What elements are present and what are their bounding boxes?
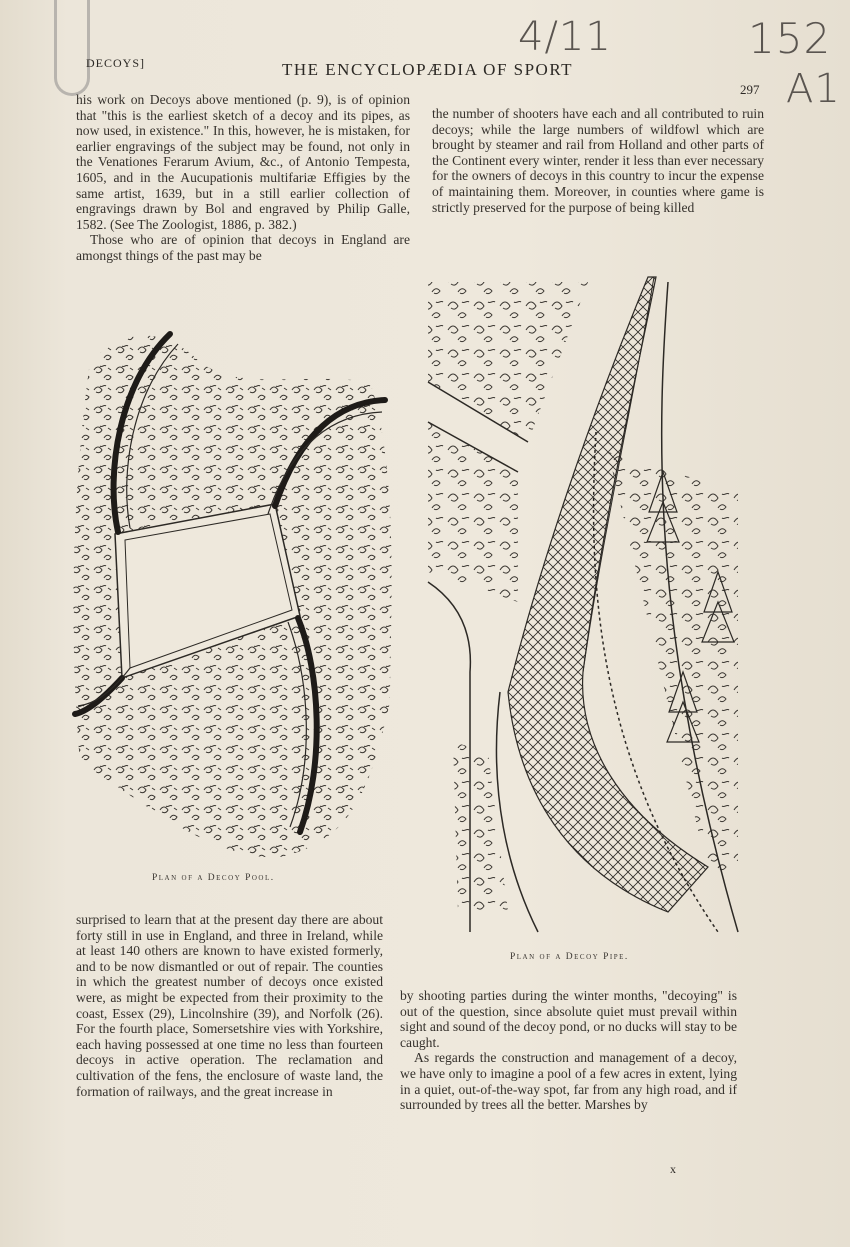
running-head-title: THE ENCYCLOPÆDIA OF SPORT: [282, 60, 574, 79]
signature-mark: x: [670, 1162, 676, 1176]
decoy-pool-illustration: [70, 322, 405, 867]
paragraph: by shooting parties during the winter months, "decoying" is out of the question, since absolute quiet must prevail within sight and sound of the decoy pond, or no ducks will stay to be caught.: [400, 988, 737, 1050]
page-number: 297: [740, 82, 760, 97]
handwritten-mark: A1: [786, 66, 841, 112]
paragraph: the number of shooters have each and all contributed to ruin decoys; while the large numbers of wildfowl which are brought by steamer and rail from Holland and other parts of the Continent every winter, render it less than ever necessary for the owners of decoys in this country to incur the expense of maintaining them. Moreover, in counties where game is strictly preserved for the purpose of being killed: [432, 106, 764, 215]
decoy-pipe-illustration: [418, 272, 750, 942]
handwritten-number-top: 4/11: [518, 14, 612, 60]
paragraph: As regards the construction and management of a decoy, we have only to imagine a pool of a few acres in extent, lying in a quiet, out-of-the-way spot, far from any high road, and if surrounded by trees all the better. Marshes by: [400, 1050, 737, 1113]
figure-caption-pipe: Plan of a Decoy Pipe.: [510, 952, 629, 962]
column-left-top: [76, 92, 410, 264]
handwritten-number-right: 152: [748, 14, 832, 63]
column-left-bottom: [76, 912, 383, 1099]
figure-caption-pool: Plan of a Decoy Pool.: [152, 873, 275, 883]
running-head-section: DECOYS]: [86, 56, 146, 70]
paragraph: Those who are of opinion that decoys in England are amongst things of the past may be: [76, 232, 410, 263]
column-right-top: [432, 106, 764, 215]
paper-clip-mark: [54, 0, 90, 96]
paragraph: his work on Decoys above mentioned (p. 9), is of opinion that "this is the earliest sketch of a decoy and its pipes, as now used, in existence." In this, however, he is mistaken, for earlier engravings of the subject may be found, not only in the Venationes Ferarum Avium, &c., of Antonio Tempesta, 1605, and in the Aucupationis multifariæ Effigies by the same artist, 1639, but in a still earlier collection of engravings drawn by Bol and engraved by Philip Galle, 1582. (See The Zoologist, 1886, p. 382.): [76, 92, 410, 232]
column-right-bottom: [400, 988, 737, 1113]
paragraph: surprised to learn that at the present day there are about forty still in use in England, and three in Ireland, while at least 140 others are known to have existed formerly, and to be now dismantled or out of repair. The counties in which the greatest number of decoys once existed were, as might be expected from their proximity to the coast, Essex (29), Lincolnshire (39), and Norfolk (26). For the fourth place, Somersetshire vies with Yorkshire, each having possessed at one time no less than fourteen decoys in active operation. The reclamation and cultivation of the fens, the enclosure of waste land, the formation of railways, and the great increase in: [76, 912, 383, 1099]
